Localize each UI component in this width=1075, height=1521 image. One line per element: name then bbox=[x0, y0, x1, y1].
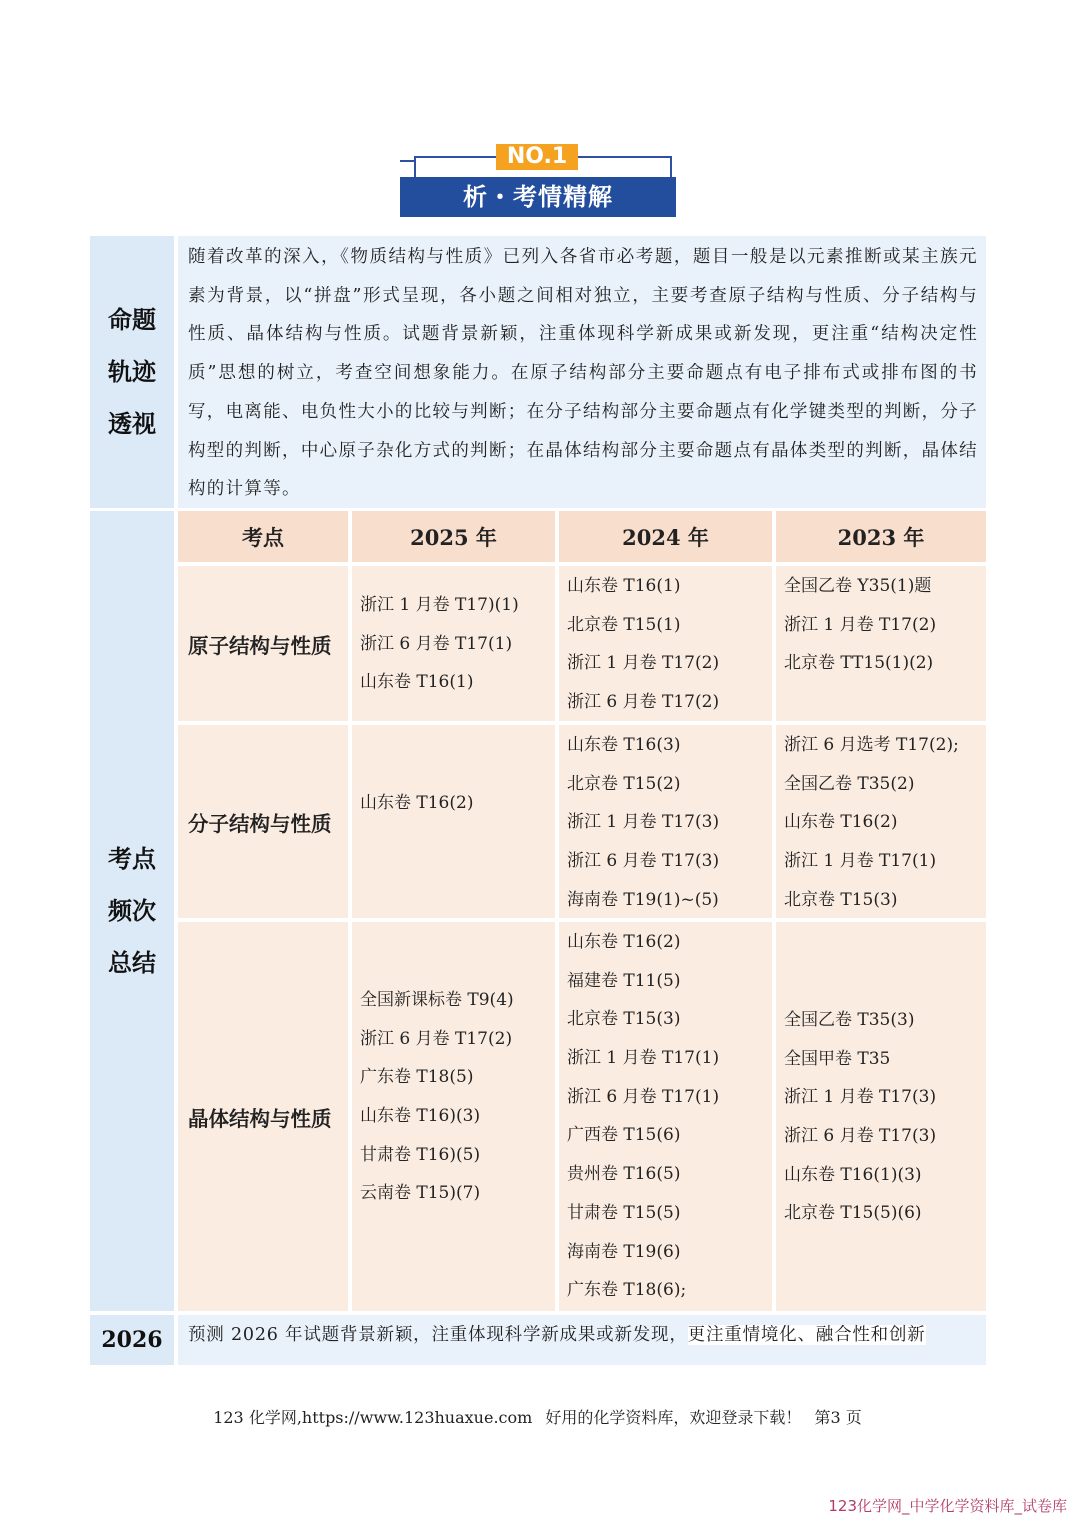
list-item: 浙江 6 月卷 T17(1) bbox=[360, 633, 513, 654]
list-item: 全国乙卷 Y35(1)题 bbox=[784, 576, 932, 596]
list-item: 海南卷 T19(1)~(5) bbox=[567, 889, 719, 910]
list-item: 浙江 1 月卷 T17(2) bbox=[567, 653, 720, 674]
list-item: 山东卷 T16(2) bbox=[784, 812, 898, 833]
footer-page-number: 第3 页 bbox=[814, 1408, 862, 1427]
list-item: 浙江 1 月卷 T17(1) bbox=[567, 1048, 720, 1069]
list-item: 广东卷 T18(5) bbox=[360, 1067, 474, 1088]
list-item: 浙江 1 月卷 T17)(1) bbox=[360, 595, 519, 615]
section2-label-line: 考点 bbox=[108, 845, 156, 873]
list-item: 北京卷 TT15(1)(2) bbox=[784, 653, 934, 674]
list-item: 山东卷 T16(2) bbox=[567, 932, 681, 952]
cell-crystal-2024 bbox=[559, 922, 772, 1311]
badge-title: 析・考情精解 bbox=[400, 177, 676, 217]
cell-molecular-2025 bbox=[352, 725, 555, 918]
list-item: 浙江 6 月卷 T17(3) bbox=[784, 1126, 937, 1147]
list-item: 北京卷 T15(2) bbox=[567, 773, 681, 794]
badge-dash-line bbox=[400, 160, 414, 162]
header-kaodian: 考点 bbox=[178, 511, 348, 562]
section1-label bbox=[90, 236, 174, 508]
list-item: 山东卷 T16(2) bbox=[360, 793, 474, 813]
list-item: 山东卷 T16(3) bbox=[567, 735, 681, 755]
list-item: 浙江 6 月选考 T17(2); bbox=[784, 735, 959, 755]
page-footer bbox=[0, 1405, 1075, 1428]
list-item: 云南卷 T15)(7) bbox=[360, 1183, 481, 1204]
list-item: 山东卷 T16)(3) bbox=[360, 1106, 481, 1127]
badge-number: NO.1 bbox=[496, 144, 578, 170]
cell-atomic-2023 bbox=[776, 566, 986, 721]
list-item: 全国乙卷 T35(2) bbox=[784, 773, 915, 794]
section1-label-line: 轨迹 bbox=[108, 358, 156, 386]
list-item: 北京卷 T15(1) bbox=[567, 614, 681, 635]
list-item: 浙江 6 月卷 T17(2) bbox=[360, 1028, 513, 1049]
section3-label: 2026 bbox=[90, 1315, 174, 1365]
list-item: 浙江 1 月卷 T17(1) bbox=[784, 851, 937, 872]
section2-label-line: 总结 bbox=[108, 949, 156, 977]
list-item: 全国新课标卷 T9(4) bbox=[360, 990, 514, 1010]
section2-label bbox=[90, 511, 174, 1311]
list-item: 全国乙卷 T35(3) bbox=[784, 1010, 915, 1030]
header-2025: 2025 年 bbox=[352, 511, 555, 562]
prediction-text bbox=[178, 1315, 986, 1365]
list-item: 浙江 6 月卷 T17(1) bbox=[567, 1086, 720, 1107]
list-item: 北京卷 T15(5)(6) bbox=[784, 1203, 922, 1224]
header-2024: 2024 年 bbox=[559, 511, 772, 562]
list-item: 山东卷 T16(1) bbox=[360, 672, 474, 693]
cell-atomic-2025 bbox=[352, 566, 555, 721]
cell-molecular-2024 bbox=[559, 725, 772, 918]
footer-site: 123 化学网,https://www.123huaxue.com bbox=[213, 1408, 533, 1427]
list-item: 甘肃卷 T16)(5) bbox=[360, 1144, 481, 1165]
list-item: 浙江 6 月卷 T17(3) bbox=[567, 851, 720, 872]
list-item: 山东卷 T16(1)(3) bbox=[784, 1164, 922, 1185]
list-item: 海南卷 T19(6) bbox=[567, 1241, 681, 1262]
list-item: 山东卷 T16(1) bbox=[567, 576, 681, 596]
list-item: 广西卷 T15(6) bbox=[567, 1125, 681, 1146]
list-item: 贵州卷 T16(5) bbox=[567, 1164, 681, 1185]
prediction-text-a: 预测 2026 年试题背景新颖，注重体现科学新成果或新发现， bbox=[188, 1325, 688, 1345]
list-item: 广东卷 T18(6); bbox=[567, 1280, 687, 1301]
watermark-text: 123化学网_中学化学资料库_试卷库 bbox=[828, 1497, 1067, 1515]
topic-molecular: 分子结构与性质 bbox=[178, 725, 348, 918]
cell-crystal-2025 bbox=[352, 922, 555, 1311]
cell-crystal-2023 bbox=[776, 922, 986, 1311]
section-badge bbox=[400, 144, 680, 218]
list-item: 甘肃卷 T15(5) bbox=[567, 1202, 681, 1223]
list-item: 北京卷 T15(3) bbox=[567, 1009, 681, 1030]
list-item: 北京卷 T15(3) bbox=[784, 889, 898, 910]
topic-atomic: 原子结构与性质 bbox=[178, 566, 348, 721]
section1-label-line: 透视 bbox=[108, 410, 156, 438]
header-2023: 2023 年 bbox=[776, 511, 986, 562]
footer-slogan: 好用的化学资料库，欢迎登录下载！ bbox=[545, 1408, 802, 1427]
list-item: 浙江 6 月卷 T17(2) bbox=[567, 692, 720, 713]
list-item: 浙江 1 月卷 T17(2) bbox=[784, 614, 937, 635]
cell-atomic-2024 bbox=[559, 566, 772, 721]
list-item: 全国甲卷 T35 bbox=[784, 1048, 891, 1069]
section2-label-line: 频次 bbox=[108, 897, 156, 925]
list-item: 浙江 1 月卷 T17(3) bbox=[784, 1087, 937, 1108]
cell-molecular-2023 bbox=[776, 725, 986, 918]
section1-paragraph: 随着改革的深入，《物质结构与性质》已列入各省市必考题，题目一般是以元素推断或某主族元素为背景，以“拼盘”形式呈现，各小题之间相对独立，主要考查原子结构与性质、分子结构与性质、晶体结构与性质。试题背景新颖，注重体现科学新成果或新发现，更注重“结构决定性质”思想的树立，考查空间想象能力。在原子结构部分主要命题点有电子排布式或排布图的书写，电离能、电负性大小的比较与判断；在分子结构部分主要命题点有化学键类型的判断，分子构型的判断，中心原子杂化方式的判断；在晶体结构部分主要命题点有晶体类型的判断，晶体结构的计算等。 bbox=[188, 247, 978, 500]
prediction-text-b: 更注重情境化、融合性和创新 bbox=[687, 1325, 926, 1345]
list-item: 福建卷 T11(5) bbox=[567, 970, 681, 991]
topic-crystal: 晶体结构与性质 bbox=[178, 922, 348, 1311]
list-item: 浙江 1 月卷 T17(3) bbox=[567, 812, 720, 833]
section1-label-line: 命题 bbox=[108, 306, 156, 334]
